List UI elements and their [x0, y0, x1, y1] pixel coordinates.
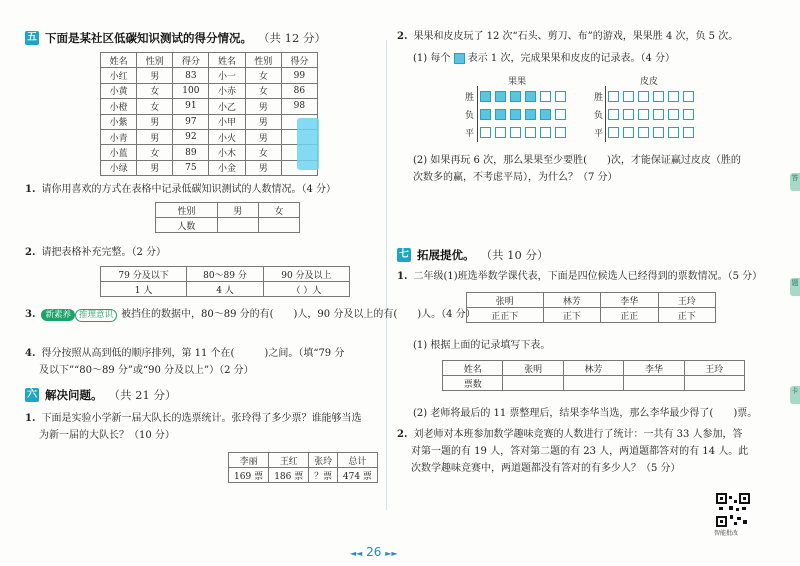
table-cell: 小一: [209, 68, 245, 83]
section-five-score: （共 12 分）: [258, 31, 326, 45]
gender-count-table: [155, 202, 300, 233]
q-text: 请你用喜欢的方式在表格中记录低碳知识测试的人数情况。（4 分）: [41, 184, 336, 195]
q-number: 3.: [25, 309, 36, 320]
table-cell: 林芳: [543, 293, 600, 308]
table-row: [156, 218, 300, 233]
table-cell: 男: [217, 203, 258, 218]
table-row: [101, 267, 350, 282]
section-seven-title: 拓展提优。: [417, 248, 475, 262]
q-text-cont: 为新一届的大队长？（10 分）: [39, 430, 175, 441]
q-text: 二年级(1)班选举数学课代表，下面是四位候选人已经得到的票数情况。（5 分）: [413, 271, 763, 282]
q-text: 下面是实验小学新一届大队长的选票统计。张玲得了多少票？谁能够当选: [41, 413, 362, 424]
table-cell: 女: [137, 99, 173, 114]
guoguo-cell[interactable]: [495, 127, 506, 138]
table-cell: （ ）人: [263, 282, 349, 297]
q-text: 刘老师对本班参加数学趣味竞赛的人数进行了统计：一共有 33 人参加，答: [413, 429, 743, 440]
votes-table: [442, 360, 745, 391]
table-cell: 75: [173, 160, 209, 175]
grid-axis: [605, 86, 606, 142]
table-cell: 4 人: [187, 282, 264, 297]
table-cell: 99: [281, 68, 317, 83]
table-cell: 83: [173, 68, 209, 83]
question-7-1-2: [413, 405, 757, 422]
table-cell: 得分: [173, 53, 209, 68]
q-text: (1) 每个: [413, 53, 451, 64]
pipi-cell[interactable]: [608, 91, 619, 102]
guoguo-cell[interactable]: [495, 91, 506, 102]
table-row: [101, 99, 318, 114]
side-tab: 题: [790, 278, 800, 296]
pipi-cell[interactable]: [638, 109, 649, 120]
table-header-row: [101, 53, 318, 68]
table-cell: 女: [245, 145, 281, 160]
pipi-cell[interactable]: [683, 109, 694, 120]
q-number: 1.: [397, 271, 408, 282]
table-cell: 姓名: [443, 361, 503, 376]
score-table: [100, 52, 318, 176]
table-cell: 男: [245, 160, 281, 175]
guoguo-cell[interactable]: [555, 127, 566, 138]
table-row: [101, 83, 318, 98]
q-number: 4.: [25, 348, 36, 359]
table-cell: 474 票: [337, 468, 377, 483]
table-cell: 小黄: [101, 83, 137, 98]
pipi-cell[interactable]: [668, 109, 679, 120]
guoguo-cell[interactable]: [495, 109, 506, 120]
grid-row-label: 胜: [465, 93, 475, 103]
table-row: [101, 160, 318, 175]
table-cell: 正下: [658, 308, 716, 323]
table-cell: 李丽: [229, 453, 269, 468]
table-cell: 80～89 分: [187, 267, 264, 282]
q-text: (2) 如果再玩 6 次，那么果果至少要胜( )次，才能保证赢过皮皮（胜的: [413, 155, 741, 166]
pipi-cell[interactable]: [638, 91, 649, 102]
question-5-4: [25, 345, 344, 379]
table-row: [229, 468, 378, 483]
q-text-cont: 及以下”“80～89 分”或“90 分及以上”）（2 分）: [39, 365, 254, 376]
guoguo-cell[interactable]: [480, 109, 491, 120]
section-seven-number: 七: [399, 249, 409, 260]
q-text: 被挡住的数据中，80～89 分的有( )人，90 分及以上的有( )人。（4 分）: [120, 309, 476, 320]
side-tab: 答: [790, 173, 800, 191]
pipi-cell[interactable]: [683, 91, 694, 102]
grid-row-label: 胜: [594, 93, 604, 103]
pipi-cell[interactable]: [653, 127, 664, 138]
pipi-cell[interactable]: [623, 127, 634, 138]
table-cell: 1 人: [101, 282, 187, 297]
next-arrow-icon: ►►: [385, 549, 398, 558]
table-cell: 正下: [543, 308, 600, 323]
table-header-row: [229, 453, 378, 468]
table-cell: 姓名: [101, 53, 137, 68]
section-six-score: （共 21 分）: [108, 388, 177, 402]
row-label: 票数: [443, 376, 503, 391]
answer-cell[interactable]: [563, 376, 623, 391]
pipi-cell[interactable]: [608, 127, 619, 138]
table-cell: 小木: [209, 145, 245, 160]
section-five-number: 五: [27, 32, 37, 43]
answer-cell[interactable]: [624, 376, 684, 391]
table-cell: 女: [258, 203, 299, 218]
table-cell: 性别: [137, 53, 173, 68]
table-header-row: [467, 293, 716, 308]
guoguo-label: 果果: [508, 77, 527, 87]
pipi-cell[interactable]: [668, 127, 679, 138]
grid-row-label: 平: [594, 129, 604, 139]
table-row: [101, 145, 318, 160]
table-cell: 男: [245, 99, 281, 114]
table-cell: 男: [137, 160, 173, 175]
table-row: [101, 68, 318, 83]
guoguo-cell[interactable]: [525, 91, 536, 102]
pipi-cell[interactable]: [653, 109, 664, 120]
table-cell: 男: [137, 68, 173, 83]
table-cell: 男: [137, 129, 173, 144]
table-cell: 小绿: [101, 160, 137, 175]
guoguo-cell[interactable]: [555, 91, 566, 102]
table-cell: 91: [173, 99, 209, 114]
table-cell: 姓名: [209, 53, 245, 68]
q-text-cont: 次数多的赢，不考虑平局），为什么？（7 分）: [413, 172, 618, 183]
guoguo-cell[interactable]: [540, 91, 551, 102]
table-cell: 正正: [601, 308, 658, 323]
qr-code-icon[interactable]: [716, 493, 750, 527]
table-cell: 性别: [156, 203, 218, 218]
question-5-2: [25, 244, 166, 261]
guoguo-cell[interactable]: [540, 109, 551, 120]
section-six-header: [25, 387, 176, 403]
q-number: 2.: [397, 31, 408, 42]
table-cell: 100: [173, 83, 209, 98]
section-six-number: 六: [27, 389, 37, 400]
table-cell: 97: [173, 114, 209, 129]
highlight-mark: [297, 118, 319, 170]
pipi-cell[interactable]: [623, 91, 634, 102]
column-divider: [386, 40, 387, 510]
grid-row-label: 平: [465, 129, 475, 139]
table-row: [443, 376, 745, 391]
tally-square-icon: [454, 53, 465, 64]
table-cell: 张明: [503, 361, 563, 376]
question-7-1: [397, 268, 762, 285]
q-number: 1.: [25, 413, 36, 424]
table-cell: 小橙: [101, 99, 137, 114]
table-cell: 小乙: [209, 99, 245, 114]
guoguo-cell[interactable]: [510, 91, 521, 102]
q-number: 1.: [25, 184, 36, 195]
pipi-cell[interactable]: [668, 91, 679, 102]
q-text-cont: 表示 1 次，完成果果和皮皮的记录表。（4 分）: [467, 53, 675, 64]
reasoning-badge: 推理意识: [75, 309, 117, 322]
q-number: 2.: [397, 429, 408, 440]
table-cell: 人数: [156, 218, 218, 233]
table-cell: 正正下: [467, 308, 544, 323]
q-number: 2.: [25, 247, 36, 258]
table-cell: 男: [245, 114, 281, 129]
table-row: [101, 114, 318, 129]
guoguo-cell[interactable]: [540, 127, 551, 138]
table-cell: 女: [137, 83, 173, 98]
q-text: 得分按照从高到低的顺序排列，第 11 个在( )之间。（填“79 分: [41, 348, 345, 359]
section-five-header: [25, 30, 326, 46]
guoguo-cell[interactable]: [480, 127, 491, 138]
table-cell: 169 票: [229, 468, 269, 483]
table-cell: 男: [137, 114, 173, 129]
pipi-cell[interactable]: [638, 127, 649, 138]
table-cell: 王玲: [684, 361, 744, 376]
answer-cell[interactable]: [684, 376, 744, 391]
question-5-3: [25, 306, 476, 323]
grid-row-label: 负: [594, 111, 604, 121]
q-text: (1) 根据上面的记录填写下表。: [413, 340, 551, 351]
table-cell: 90 分及以上: [263, 267, 349, 282]
grid-row-label: 负: [465, 111, 475, 121]
table-cell: 小青: [101, 129, 137, 144]
question-7-1-1: [413, 337, 550, 354]
guoguo-cell[interactable]: [525, 127, 536, 138]
score-range-table: [100, 266, 350, 297]
vote-table: [228, 452, 378, 483]
table-cell: 李华: [624, 361, 684, 376]
table-cell: [258, 218, 299, 233]
prev-arrow-icon: ◄◄: [350, 549, 363, 558]
table-header-row: [443, 361, 745, 376]
table-cell: 王红: [269, 453, 309, 468]
pipi-label: 皮皮: [640, 77, 659, 87]
table-cell: 得分: [281, 53, 317, 68]
table-cell: 女: [245, 68, 281, 83]
pipi-cell[interactable]: [608, 109, 619, 120]
guoguo-cell[interactable]: [480, 91, 491, 102]
table-cell: 小紫: [101, 114, 137, 129]
table-cell: 79 分及以下: [101, 267, 187, 282]
guoguo-cell[interactable]: [510, 109, 521, 120]
table-cell: ？票: [309, 468, 338, 483]
table-cell: 李华: [601, 293, 658, 308]
table-cell: 86: [281, 83, 317, 98]
guoguo-cell[interactable]: [525, 109, 536, 120]
question-6-1: [25, 410, 361, 444]
question-r-2-2: [413, 152, 741, 186]
section-seven-score: （共 10 分）: [480, 248, 549, 262]
guoguo-cell[interactable]: [555, 109, 566, 120]
guoguo-cell[interactable]: [510, 127, 521, 138]
page-number: [350, 545, 398, 559]
q-text: 果果和皮皮玩了 12 次“石头、剪刀、布”的游戏，果果胜 4 次，负 5 次。: [413, 31, 739, 42]
table-cell: 林芳: [563, 361, 623, 376]
pipi-cell[interactable]: [623, 109, 634, 120]
q-text-cont: 对第一题的有 19 人，答对第二题的有 23 人，两道题都答对的有 14 人。此: [411, 446, 749, 457]
table-row: [101, 129, 318, 144]
q-text: 请把表格补充完整。（2 分）: [41, 247, 166, 258]
table-cell: 男: [245, 129, 281, 144]
table-row: [101, 282, 350, 297]
table-cell: 女: [245, 83, 281, 98]
q-text: (2) 老师将最后的 11 票整理后，结果李华当选，那么李华最少得了( )票。: [413, 408, 758, 419]
question-r-2-1: [413, 50, 675, 67]
question-7-2: [397, 426, 769, 477]
table-cell: 小金: [209, 160, 245, 175]
table-cell: 性别: [245, 53, 281, 68]
table-cell: 王玲: [658, 293, 716, 308]
page-number-value: 26: [366, 545, 382, 559]
new-literacy-badge: 新素养: [41, 309, 75, 321]
table-cell: [217, 218, 258, 233]
question-r-2: [397, 28, 738, 45]
table-cell: 186 票: [269, 468, 309, 483]
table-cell: 小赤: [209, 83, 245, 98]
table-row: [467, 308, 716, 323]
tally-table: [466, 292, 716, 323]
section-seven-header: [397, 247, 548, 263]
qr-caption: 智能批改: [714, 530, 739, 537]
side-tab: 卡: [790, 386, 800, 404]
section-five-title: 下面是某社区低碳知识测试的得分情况。: [45, 31, 252, 45]
table-cell: 98: [281, 99, 317, 114]
q-text-cont: 次数学趣味竞赛中，两道题都没有答对的有多少人？（5 分）: [411, 463, 681, 474]
table-cell: 小蓝: [101, 145, 137, 160]
table-cell: 小火: [209, 129, 245, 144]
table-cell: 张明: [467, 293, 544, 308]
grid-axis: [477, 86, 478, 142]
question-5-1: [25, 181, 336, 198]
table-cell: 张玲: [309, 453, 338, 468]
table-cell: 小甲: [209, 114, 245, 129]
table-cell: 小红: [101, 68, 137, 83]
table-cell: 89: [173, 145, 209, 160]
table-cell: 总计: [337, 453, 377, 468]
table-cell: 女: [137, 145, 173, 160]
table-cell: 92: [173, 129, 209, 144]
pipi-cell[interactable]: [683, 127, 694, 138]
table-row: [156, 203, 300, 218]
section-six-title: 解决问题。: [45, 388, 103, 402]
answer-cell[interactable]: [503, 376, 563, 391]
pipi-cell[interactable]: [653, 91, 664, 102]
